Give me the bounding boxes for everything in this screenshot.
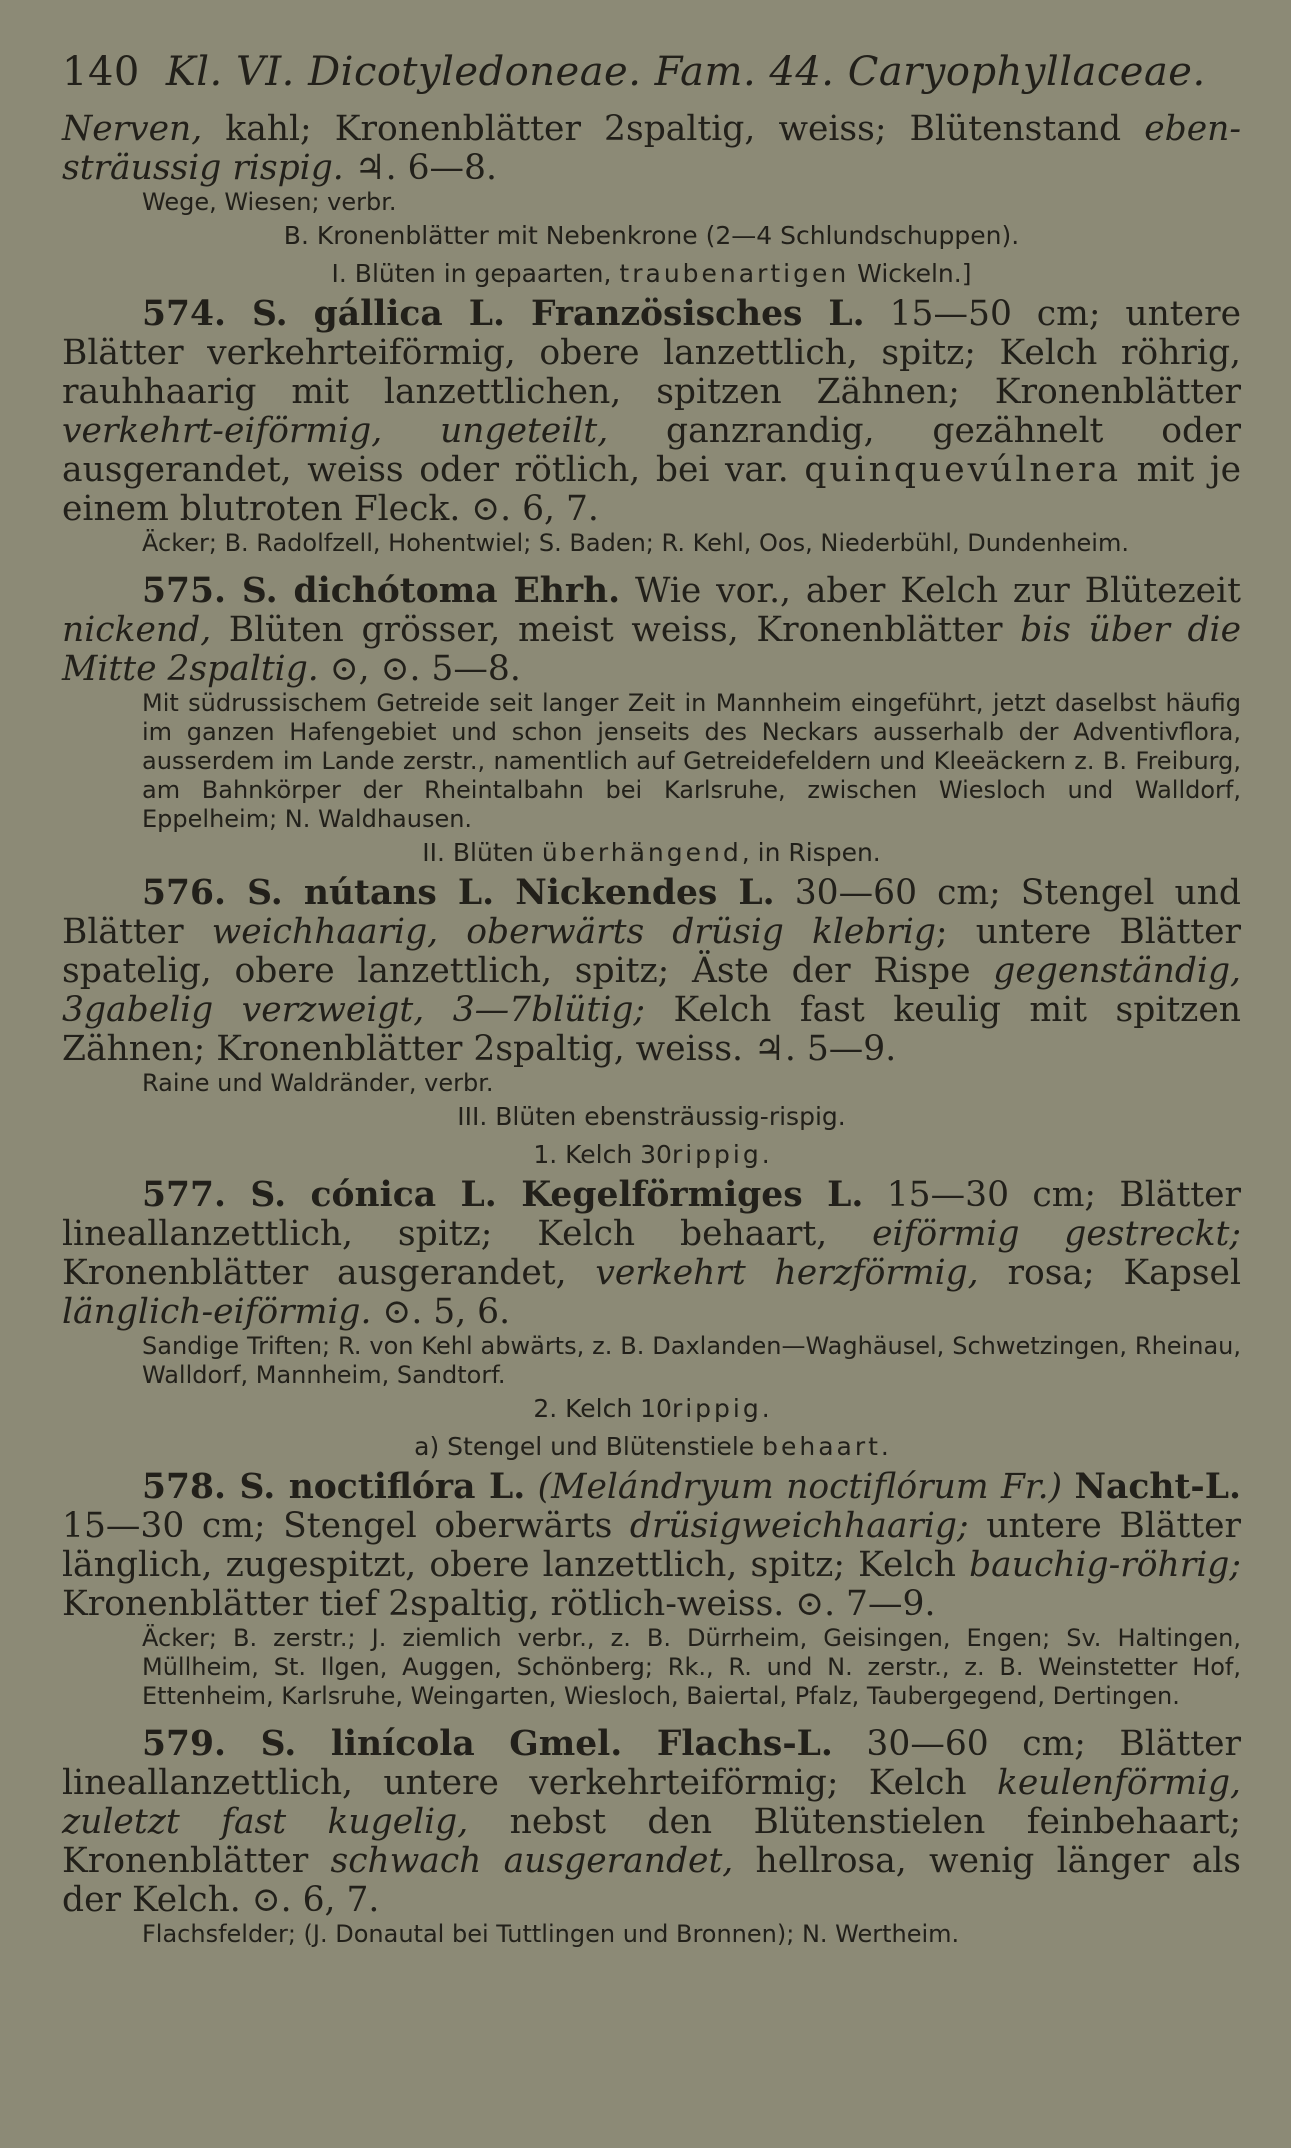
entry-578-text-2: untere Blätter länglich, zugespitzt, obere lanzettlich, spitz; Kelch	[62, 1506, 1242, 1585]
section-b-i-spaced: traubenartigen	[619, 259, 850, 288]
intro-text-2: ♃. 6—8.	[343, 148, 497, 188]
section-b-iii-2-spaced: rippig	[671, 1394, 762, 1423]
entry-577-text-3: rosa; Kapsel	[978, 1253, 1241, 1293]
section-b-iii-1-text-1: 1. Kelch 30	[533, 1140, 672, 1169]
entry-577-heading: 577. S. cónica L. Kegelförmiges L.	[142, 1175, 864, 1215]
entry-576-text-3: Kelch fast keulig mit spitzen Zähnen; Kronenblätter 2spaltig, weiss. ♃. 5—9.	[62, 990, 1242, 1069]
entry-576-heading: 576. S. nútans L. Nickendes L.	[142, 873, 775, 913]
entry-575-text-3: ⊙, ⊙. 5—8.	[318, 649, 521, 689]
entry-575	[62, 572, 1241, 689]
entry-574-text-3: mit je einem blutroten Fleck. ⊙. 6, 7.	[62, 450, 1241, 529]
entry-577-italic-1: eiförmig gestreckt;	[872, 1214, 1241, 1254]
section-heading-b-iii-2-a	[62, 1430, 1241, 1464]
entry-577-italic-3: länglich-eiförmig.	[62, 1292, 372, 1332]
section-b-iii-2-a-spaced: behaart	[762, 1432, 881, 1461]
entry-575-text-2: Blüten grösser, meist weiss, Kronenblätter	[211, 610, 1021, 650]
section-b-iii-1-text-2: .	[761, 1140, 770, 1169]
entry-578-synonym: (Melándryum noctiflórum Fr.)	[525, 1467, 1075, 1507]
entry-577	[62, 1176, 1241, 1332]
section-heading-b-iii-2	[62, 1392, 1241, 1426]
entry-578-text-3: Kronenblätter tief 2spaltig, rötlich-weiss. ⊙. 7—9.	[62, 1584, 936, 1624]
page-number: 140	[62, 49, 140, 95]
entry-578-common-name: Nacht-L.	[1074, 1467, 1242, 1507]
entry-579-italic-1: keulenförmig, zuletzt fast kugelig,	[62, 1763, 1241, 1842]
entry-576-text-2: ; untere Blätter spatelig, obere lanzettlich, spitz; Äste der Rispe	[62, 912, 1242, 991]
section-b-iii-2-text-2: .	[761, 1394, 770, 1423]
section-heading-b-iii: III. Blüten ebensträussig-rispig.	[457, 1102, 846, 1131]
section-b-i-text-1: I. Blüten in gepaarten,	[331, 259, 620, 288]
entry-578-italic-1: drüsigweichhaarig;	[629, 1506, 969, 1546]
entry-578-heading: 578. S. noctiflóra L.	[142, 1467, 526, 1507]
entry-578-italic-2: bauchig-röhrig;	[969, 1545, 1241, 1585]
entry-578	[62, 1468, 1241, 1624]
entry-576	[62, 874, 1241, 1069]
entry-575-italic-2: bis über die Mitte 2spaltig.	[62, 610, 1241, 689]
intro-habitat: Wege, Wiesen; verbr.	[142, 188, 397, 216]
section-b-ii-text-2: , in Rispen.	[741, 838, 881, 867]
section-heading-b-i	[62, 257, 1241, 291]
entry-576-habitat: Raine und Waldränder, verbr.	[142, 1069, 494, 1097]
entry-579	[62, 1725, 1241, 1920]
section-heading-b: B. Kronenblätter mit Nebenkrone (2—4 Schlundschuppen).	[283, 221, 1020, 250]
entry-574-heading: 574. S. gállica L. Französisches L.	[142, 294, 865, 334]
entry-579-text-1: 30—60 cm; Blätter lineallanzettlich, untere verkehrteiförmig; Kelch	[62, 1724, 1241, 1803]
intro-italic-2: eben-sträussig rispig.	[62, 109, 1241, 188]
entry-578-habitat: Äcker; B. zerstr.; J. ziemlich verbr., z. B. Dürrheim, Geisingen, Engen; Sv. Haltingen, Müllheim, St. Ilgen, Auggen, Schönberg; Rk., R. und N. zerstr., z. B. Weinstetter Hof, Ettenheim, Karlsruhe, Weingarten, Wiesloch, Baiertal, Pfalz, Taubergegend, Dertingen.	[142, 1624, 1241, 1710]
entry-574-text-2: ganzrandig, gezähnelt oder ausgerandet, weiss oder rötlich, bei var.	[62, 411, 1241, 490]
entry-579-italic-2: schwach ausgerandet,	[330, 1841, 734, 1881]
entry-579-habitat: Flachsfelder; (J. Donautal bei Tuttlingen und Bronnen); N. Wertheim.	[142, 1920, 960, 1948]
section-b-iii-1-spaced: rippig	[671, 1140, 762, 1169]
intro-paragraph	[62, 110, 1241, 188]
intro-italic-1: Nerven,	[62, 109, 203, 149]
section-b-i-text-2: Wickeln.]	[849, 259, 972, 288]
intro-text-1: kahl; Kronenblätter 2spaltig, weiss; Blütenstand	[202, 109, 1145, 149]
section-b-iii-2-text-1: 2. Kelch 10	[533, 1394, 672, 1423]
section-heading-b-iii-1	[62, 1138, 1241, 1172]
entry-574	[62, 295, 1241, 529]
section-b-iii-2-a-text-2: .	[880, 1432, 889, 1461]
running-title: Kl. VI. Dicotyledoneae. Fam. 44. Caryophyllaceae.	[165, 49, 1206, 95]
section-b-ii-spaced: überhängend	[541, 838, 742, 867]
entry-575-italic-1: nickend,	[62, 610, 212, 650]
entry-575-habitat: Mit südrussischem Getreide seit langer Zeit in Mannheim eingeführt, jetzt daselbst häufig im ganzen Hafengebiet und schon jenseits des Neckars ausserhalb der Adventivflora, ausserdem im Lande zerstr., namentlich auf Getreidefeldern und Kleeäckern z. B. Freiburg, am Bahnkörper der Rheintalbahn bei Karlsruhe, zwischen Wiesloch und Walldorf, Eppelheim; N. Waldhausen.	[142, 689, 1241, 833]
entry-574-habitat: Äcker; B. Radolfzell, Hohentwiel; S. Baden; R. Kehl, Oos, Niederbühl, Dundenheim.	[142, 529, 1129, 557]
entry-577-text-4: ⊙. 5, 6.	[371, 1292, 511, 1332]
entry-574-var-name: quinquevúlnera	[804, 450, 1122, 490]
entry-575-text-1: Wie vor., aber Kelch zur Blütezeit	[620, 571, 1241, 611]
section-heading-b-ii	[62, 836, 1241, 870]
entry-574-italic-1: verkehrt-eiförmig, ungeteilt,	[62, 411, 609, 451]
entry-575-heading: 575. S. dichótoma Ehrh.	[142, 571, 621, 611]
entry-577-text-1: 15—30 cm; Blätter lineallanzettlich, spitz; Kelch behaart,	[62, 1175, 1242, 1254]
entry-576-text-1: 30—60 cm; Stengel und Blätter	[62, 873, 1241, 952]
entry-576-italic-2: gegenständig, 3gabelig verzweigt, 3—7blütig;	[62, 951, 1241, 1030]
page-header	[62, 48, 1241, 96]
entry-576-italic-1: weichhaarig, oberwärts drüsig klebrig	[211, 912, 936, 952]
entry-574-text-1: 15—50 cm; untere Blätter verkehrteiförmig, obere lanzettlich, spitz; Kelch röhrig, rauhhaarig mit lanzettlichen, spitzen Zähnen; Kronenblätter	[62, 294, 1241, 412]
entry-579-text-2: nebst den Blütenstielen feinbehaart; Kronenblätter	[62, 1802, 1242, 1881]
entry-579-heading: 579. S. linícola Gmel. Flachs-L.	[142, 1724, 833, 1764]
entry-577-habitat: Sandige Triften; R. von Kehl abwärts, z. B. Daxlanden—Waghäusel, Schwetzingen, Rheinau, Walldorf, Mannheim, Sandtorf.	[142, 1332, 1241, 1389]
entry-577-italic-2: verkehrt herzförmig,	[595, 1253, 979, 1293]
section-b-ii-text-1: II. Blüten	[422, 838, 542, 867]
entry-577-text-2: Kronenblätter ausgerandet,	[62, 1253, 596, 1293]
section-b-iii-2-a-text-1: a) Stengel und Blütenstiele	[414, 1432, 763, 1461]
entry-578-text-1: 15—30 cm; Stengel oberwärts	[62, 1506, 630, 1546]
entry-579-text-3: hellrosa, wenig länger als der Kelch. ⊙. 6, 7.	[62, 1841, 1242, 1920]
